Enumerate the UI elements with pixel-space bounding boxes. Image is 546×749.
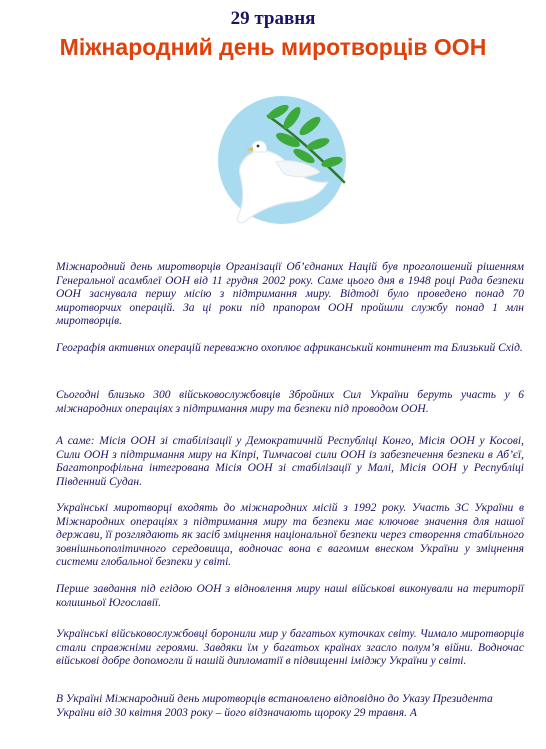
paragraph-decree: В Україні Міжнародний день миротворців встановлено відповідно до Указу Президента України від 30 квітня 2003 року – його відзначають щороку 29 травня. А bbox=[56, 693, 493, 719]
paragraph-missions-list: А саме: Місія ООН зі стабілізації у Демократичній Республіці Конго, Місія ООН у Косові, Сили ООН з підтримання миру на Кіпрі, Тимчасові сили ООН із забезпечення безпеки в Аб’єї, Багатопрофільна інтегрована Місія ООН зі стабілізації у Малі, Місія ООН у Республіці Південний Судан. bbox=[56, 435, 524, 488]
paragraph-since-1992: Українські миротворці входять до міжнародних місій з 1992 року. Участь ЗС України в Міжнародних операціях з підтримання миру та безпеки має ключове значення для нашої держави, її розглядають як засіб зміцнення національної безпеки через створення стабільного зовнішньополітичного середовища, водночас вона є вагомим внеском України у зміцнення системи глобальної безпеки у світі. bbox=[56, 502, 524, 568]
paragraph-day-history: Міжнародний день миротворців Організації Об’єднаних Націй був проголошений рішенням Генеральної асамблеї ООН від 11 грудня 2002 року. Саме цього дня в 1948 році Рада безпеки ООН заснувала першу місію з підтримання миру. Відтоді було проведено понад 70 миротворчих операцій. За ці роки під прапором ООН пройшли службу понад 1 млн миротворців. bbox=[56, 261, 524, 327]
paragraph-ukraine-participation: Сьогодні близько 300 військовослужбовців Збройних Сил України беруть участь у 6 міжнародних операціях з підтримання миру та безпеки під проводом ООН. bbox=[56, 389, 524, 415]
paragraph-geography: Географія активних операцій переважно охоплює африканський континент та Близький Схід. bbox=[56, 342, 523, 354]
peace-dove-with-olive-branch-icon bbox=[192, 92, 362, 242]
paragraph-heroes: Українські військовослужбовці боронили мир у багатьох куточках світу. Чимало миротворців стали справжніми героями. Завдяки їм у багатьох країнах згасло полум’я війни. Водночас військові добре допомогли й нашій дипломатії в підвищенні іміджу України у світі. bbox=[56, 628, 524, 667]
paragraph-first-task: Перше завдання під егідою ООН з відновлення миру наші військові виконували на території колишньої Югославії. bbox=[56, 583, 524, 609]
dove-eye bbox=[257, 145, 260, 148]
page-title: Міжнародний день миротворців ООН bbox=[59, 34, 487, 60]
date-heading: 29 травня bbox=[230, 8, 316, 29]
